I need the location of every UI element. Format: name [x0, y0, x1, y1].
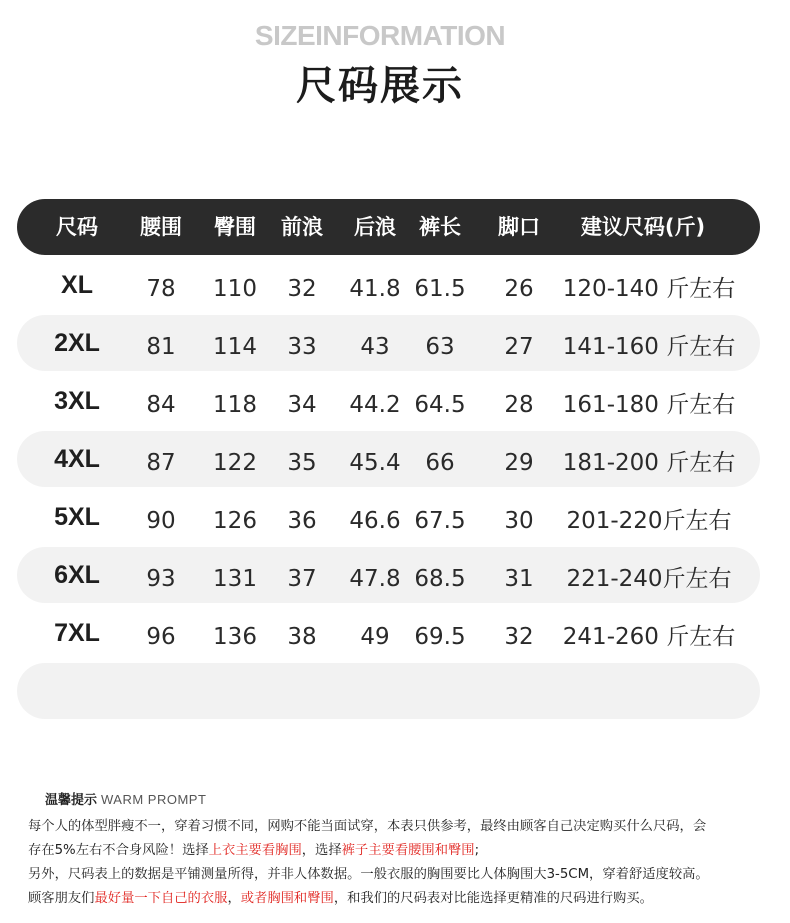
table-cell: 64.5: [414, 392, 466, 418]
table-cell: 32: [504, 624, 534, 650]
table-cell: 44.2: [349, 392, 401, 418]
warm-prompt-notes: [28, 815, 788, 911]
table-cell: 96: [146, 624, 176, 650]
table-cell: 122: [213, 450, 257, 476]
table-cell: 30: [504, 508, 534, 534]
table-cell: 49: [360, 624, 390, 650]
table-cell: 68.5: [414, 566, 466, 592]
size-label: 6XL: [54, 561, 100, 589]
table-cell: 131: [213, 566, 257, 592]
table-cell: 31: [504, 566, 534, 592]
table-cell: 66: [425, 450, 455, 476]
size-table: [17, 199, 760, 719]
note-line: [28, 839, 788, 863]
table-cell: 32: [287, 276, 317, 302]
table-cell: 114: [213, 334, 257, 360]
table-cell: 29: [504, 450, 534, 476]
note-text: ，和我们的尺码表对比能选择更精准的尺码进行购买。: [333, 891, 653, 906]
size-label: 3XL: [54, 387, 100, 415]
table-cell: 67.5: [414, 508, 466, 534]
table-cell: 84: [146, 392, 176, 418]
table-row: [17, 431, 760, 487]
table-cell: 201-220斤左右: [566, 508, 732, 534]
note-text: ，选择: [301, 843, 342, 858]
table-header: [17, 199, 760, 255]
table-cell: 63: [425, 334, 455, 360]
size-label: 4XL: [54, 445, 100, 473]
table-row: [17, 489, 760, 545]
column-header: 建议尺码(斤): [580, 215, 706, 239]
table-cell: 36: [287, 508, 317, 534]
empty-table-row: [17, 663, 760, 719]
column-header: 脚口: [498, 215, 540, 239]
table-cell: 161-180 斤左右: [562, 392, 736, 418]
note-line: 另外，尺码表上的数据是平铺测量所得，并非人体数据。一般衣服的胸围要比人体胸围大3-5CM，穿着舒适度较高。: [28, 867, 709, 882]
table-cell: 26: [504, 276, 534, 302]
note-text: 存在5%左右不合身风险！选择: [28, 843, 209, 858]
note-highlight: 裤子主要看腰围和臀围: [341, 843, 475, 858]
table-cell: 221-240斤左右: [566, 566, 732, 592]
note-line: 每个人的体型胖瘦不一，穿着习惯不同，网购不能当面试穿，本表只供参考，最终由顾客自己决定购买什么尺码，会: [28, 819, 707, 834]
table-row: [17, 315, 760, 371]
table-cell: 61.5: [414, 276, 466, 302]
table-cell: 43: [360, 334, 390, 360]
size-label: 7XL: [54, 619, 100, 647]
size-label: 2XL: [54, 329, 100, 357]
note-highlight: 最好量一下自己的衣服: [94, 891, 228, 906]
page-title: 尺码展示: [296, 63, 464, 109]
table-cell: 93: [146, 566, 176, 592]
table-cell: 90: [146, 508, 176, 534]
table-cell: 41.8: [349, 276, 401, 302]
table-cell: 181-200 斤左右: [562, 450, 736, 476]
table-cell: 120-140 斤左右: [562, 276, 736, 302]
note-highlight: 或者胸围和臀围: [240, 891, 334, 906]
warm-prompt-label: 温馨提示: [45, 793, 98, 808]
table-row: [17, 547, 760, 603]
note-text: ，: [227, 891, 241, 906]
table-cell: 118: [213, 392, 257, 418]
column-header: 臀围: [214, 215, 256, 239]
column-header: 后浪: [354, 215, 396, 239]
column-header: 裤长: [419, 215, 461, 239]
table-cell: 78: [146, 276, 176, 302]
warm-prompt-label-en: WARM PROMPT: [101, 792, 207, 807]
table-cell: 136: [213, 624, 257, 650]
column-header: 前浪: [281, 215, 323, 239]
note-text: ;: [474, 843, 480, 858]
column-header: 尺码: [56, 215, 98, 239]
table-row: [17, 257, 760, 313]
table-cell: 126: [213, 508, 257, 534]
warm-prompt-heading: [45, 789, 206, 808]
table-cell: 27: [504, 334, 534, 360]
table-cell: 33: [287, 334, 317, 360]
column-header: 腰围: [140, 215, 182, 239]
table-cell: 37: [287, 566, 317, 592]
table-row: [17, 373, 760, 429]
table-cell: 46.6: [349, 508, 401, 534]
table-cell: 28: [504, 392, 534, 418]
size-label: XL: [61, 271, 93, 299]
table-cell: 69.5: [414, 624, 466, 650]
table-cell: 110: [213, 276, 257, 302]
table-cell: 141-160 斤左右: [562, 334, 736, 360]
section-eyebrow: SIZEINFORMATION: [254, 20, 506, 51]
table-cell: 35: [287, 450, 317, 476]
table-cell: 87: [146, 450, 176, 476]
table-cell: 45.4: [349, 450, 401, 476]
table-cell: 38: [287, 624, 317, 650]
note-line: [28, 887, 788, 911]
note-text: 顾客朋友们: [28, 891, 95, 906]
note-highlight: 上衣主要看胸围: [208, 843, 302, 858]
table-cell: 34: [287, 392, 317, 418]
size-label: 5XL: [54, 503, 100, 531]
table-cell: 47.8: [349, 566, 401, 592]
table-cell: 241-260 斤左右: [562, 624, 736, 650]
table-row: [17, 605, 760, 661]
table-cell: 81: [146, 334, 176, 360]
